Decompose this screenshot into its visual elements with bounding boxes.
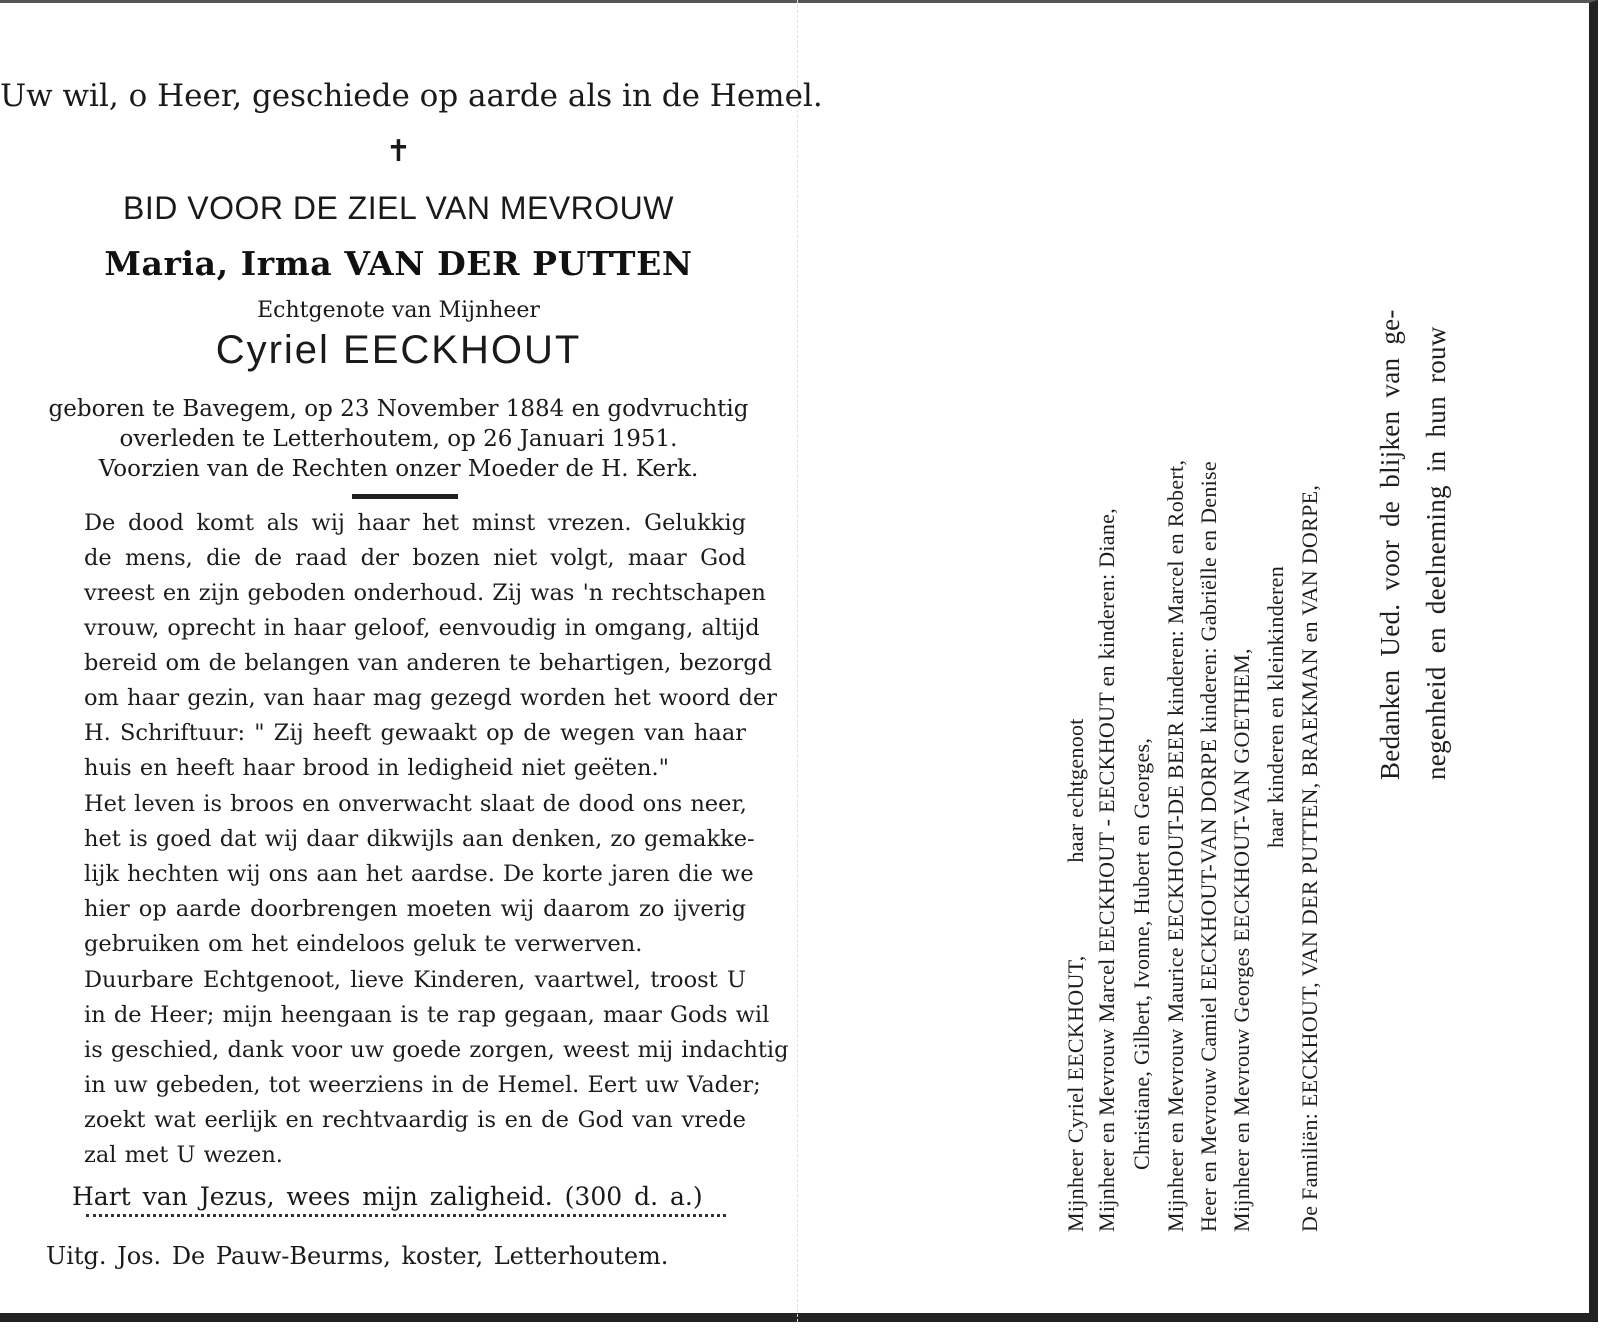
cross-icon: ✝ (385, 134, 412, 169)
right-panel (797, 0, 1597, 1322)
text-line: in de Heer; mijn heengaan is te rap gegaan, maar Gods wil (84, 1002, 770, 1028)
motto: Uw wil, o Heer, geschiede op aarde als in de Hemel. (0, 78, 823, 114)
text-line: hier op aarde doorbrengen moeten wij daarom zo ijverig (84, 896, 746, 922)
family-line: Christiane, Gilbert, Ivonne, Hubert en Georges, (1129, 737, 1154, 1170)
bio-line: overleden te Letterhoutem, op 26 Januari 1951. (119, 426, 678, 452)
text-line: bereid om de belangen van anderen te behartigen, bezorgd (84, 650, 773, 676)
text-line: het is goed dat wij daar dikwijls aan denken, zo gemakke- (84, 826, 755, 852)
family-line (1063, 222, 1089, 1232)
bio-line: geboren te Bavegem, op 23 November 1884 en godvruchtig (48, 396, 749, 422)
text-line: huis en heeft haar brood in ledigheid niet geëten." (84, 755, 670, 781)
biography (0, 394, 797, 484)
family-line-text: Mijnheer Cyriel EECKHOUT, haar echtgenoot (1063, 718, 1088, 1232)
family-line: De Familiën: EECKHOUT, VAN DER PUTTEN, BRAEKMAN en VAN DORPE, (1297, 484, 1322, 1232)
dotted-divider (86, 1214, 726, 1217)
text-line: De dood komt als wij haar het minst vrezen. Gelukkig (84, 510, 746, 536)
text-line: is geschied, dank voor uw goede zorgen, weest mij indachtig (84, 1037, 789, 1063)
text-line: gebruiken om het eindeloos geluk te verwerven. (84, 931, 643, 957)
text-line: Duurbare Echtgenoot, lieve Kinderen, vaartwel, troost U (84, 967, 746, 993)
prayer: Hart van Jezus, wees mijn zaligheid. (300 d. a.) (72, 1182, 703, 1211)
thanks-line: negenheid en deelneming in hun rouw (1421, 326, 1451, 780)
paragraph-1 (84, 506, 778, 786)
family-line: Mijnheer en Mevrouw Maurice EECKHOUT-DE BEER kinderen: Marcel en Robert, (1163, 459, 1188, 1232)
text-line: om haar gezin, van haar mag gezegd worden het woord der (84, 685, 778, 711)
heading: BID VOOR DE ZIEL VAN MEVROUW (123, 190, 674, 226)
text-line: H. Schriftuur: " Zij heeft gewaakt op de wegen van haar (84, 720, 746, 746)
body-text (84, 506, 789, 1174)
text-line: vreest en zijn geboden onderhoud. Zij was 'n rechtschapen (84, 580, 766, 606)
family-line: Mijnheer en Mevrouw Georges EECKHOUT-VAN GOETHEM, (1229, 648, 1254, 1232)
text-line: lijk hechten wij ons aan het aardse. De korte jaren die we (84, 861, 754, 887)
divider-bar (352, 494, 458, 499)
family-line: haar kinderen en kleinkinderen (1263, 565, 1288, 848)
family-line: Mijnheer en Mevrouw Marcel EECKHOUT - EECKHOUT en kinderen: Diane, (1094, 507, 1119, 1232)
text-line: vrouw, oprecht in haar geloof, eenvoudig in omgang, altijd (84, 615, 760, 641)
paragraph-3 (84, 963, 789, 1173)
text-line: Het leven is broos en onverwacht slaat de dood ons neer, (84, 791, 747, 817)
thanks-line: Bedanken Ued. voor de blijken van ge- (1375, 309, 1405, 780)
paragraph-2 (84, 787, 755, 962)
spouse-label: Echtgenote van Mijnheer (257, 298, 540, 323)
family-line: Heer en Mevrouw Camiel EECKHOUT-VAN DORPE kinderen: Gabriëlle en Denise (1196, 461, 1221, 1232)
text-line: de mens, die de raad der bozen niet volgt, maar God (84, 545, 746, 571)
bio-line: Voorzien van de Rechten onzer Moeder de H. Kerk. (98, 456, 699, 482)
spouse-name: Cyriel EECKHOUT (215, 328, 582, 372)
publisher: Uitg. Jos. De Pauw-Beurms, koster, Letterhoutem. (46, 1242, 669, 1270)
text-line: zoekt wat eerlijk en rechtvaardig is en de God van vrede (84, 1107, 746, 1133)
text-line: in uw gebeden, tot weerziens in de Hemel. Eert uw Vader; (84, 1072, 761, 1098)
text-line: zal met U wezen. (84, 1142, 283, 1168)
deceased-name: Maria, Irma VAN DER PUTTEN (104, 244, 693, 283)
